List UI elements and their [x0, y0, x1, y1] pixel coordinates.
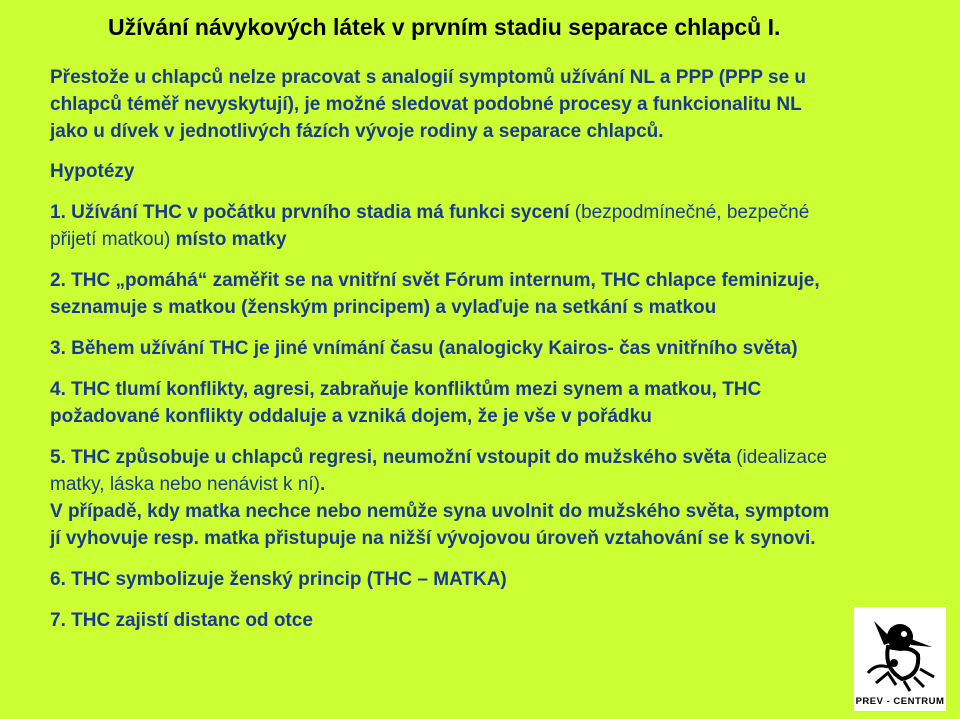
hypothesis-5-tail: .: [320, 474, 326, 495]
hypothesis-2: 2. THC „pomáhá“ zaměřit se na vnitřní svět Fórum internum, THC chlapce feminizuje, seznamuje s matkou (ženským principem) a vylaďuje na setkání s matkou: [50, 270, 820, 318]
hypothesis-7: 7. THC zajistí distanc od otce: [50, 610, 313, 631]
hypotheses-heading: Hypotézy: [50, 161, 135, 182]
hypothesis-3: 3. Během užívání THC je jiné vnímání času (analogicky Kairos- čas vnitřního světa): [50, 338, 798, 359]
logo-text: PREV - CENTRUM: [855, 696, 945, 707]
slide-title: Užívání návykových látek v prvním stadiu separace chlapců I.: [108, 14, 781, 40]
prev-centrum-logo: [854, 607, 946, 711]
hypothesis-5-note: (idealizace matky, láska nebo nenávist k ní): [50, 447, 828, 495]
hypothesis-5-bold: 5. THC způsobuje u chlapců regresi, neumožní vstoupit do mužského světa: [50, 447, 731, 468]
hypothesis-5-followup: V případě, kdy matka nechce nebo nemůže syna uvolnit do mužského světa, symptom jí vyhovuje resp. matka přistupuje na nižší vývojovou úroveň vztahování se k synovi.: [50, 501, 830, 549]
hypothesis-1-tail: místo matky: [170, 229, 287, 250]
hypothesis-5: [50, 444, 840, 498]
hypothesis-1: [50, 199, 840, 253]
hypothesis-1-bold: 1. Užívání THC v počátku prvního stadia má funkci sycení: [50, 202, 570, 223]
hypothesis-1-note: (bezpodmínečné, bezpečné přijetí matkou): [50, 202, 810, 250]
slide-content: [50, 64, 840, 634]
hypothesis-6: 6. THC symbolizuje ženský princip (THC – MATKA): [50, 569, 507, 590]
intro-paragraph: Přestože u chlapců nelze pracovat s analogií symptomů užívání NL a PPP (PPP se u chlapců téměř nevyskytují), je možné sledovat podobné procesy a funkcionalitu NL jako u dívek v jednotlivých fázích vývoje rodiny a separace chlapců.: [50, 67, 807, 142]
hypothesis-4: 4. THC tlumí konflikty, agresi, zabraňuje konfliktům mezi synem a matkou, THC požadované konflikty oddaluje a vzniká dojem, že je vše v pořádku: [50, 379, 762, 427]
bird-icon: [854, 607, 946, 695]
